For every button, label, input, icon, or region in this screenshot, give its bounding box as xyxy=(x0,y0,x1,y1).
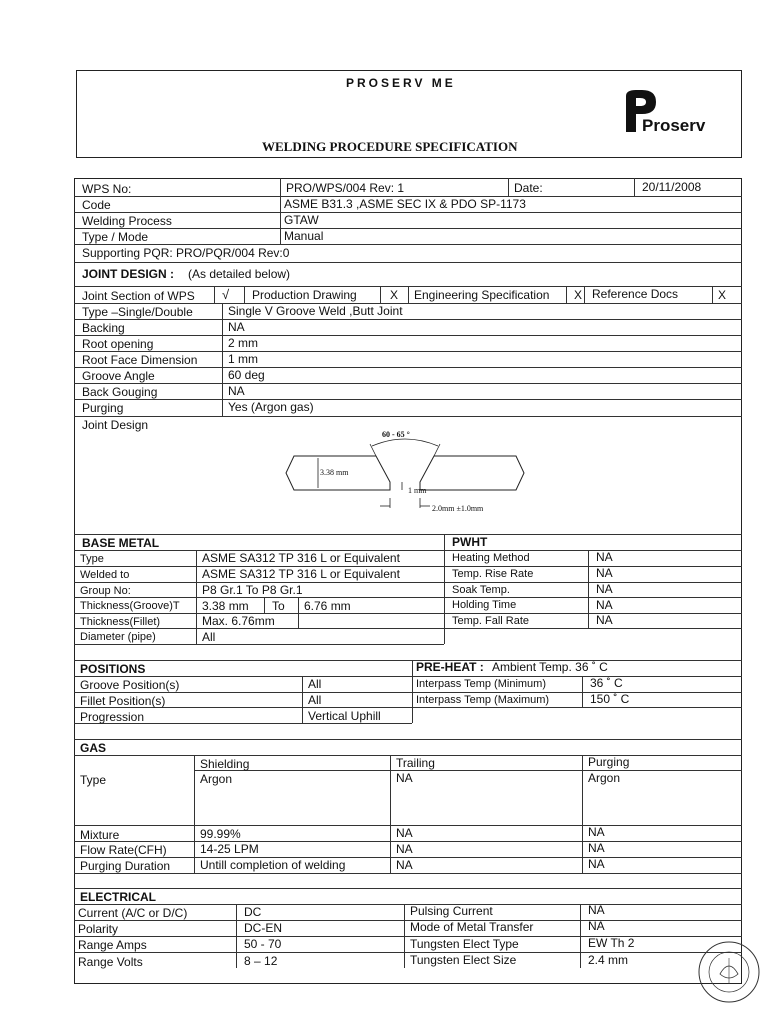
bm-thk-to-label: To xyxy=(272,599,285,613)
bm-dia-label: Diameter (pipe) xyxy=(80,631,156,643)
joint-design-note: (As detailed below) xyxy=(188,267,291,281)
process-value: GTAW xyxy=(284,213,319,227)
interpass-value: 36 ˚ C xyxy=(590,676,623,690)
elec-right-value: 2.4 mm xyxy=(588,953,629,967)
sketch-angle-label: 60 - 65 ° xyxy=(382,430,410,439)
gas-col-purging: Purging xyxy=(588,755,630,769)
bm-group-label: Group No: xyxy=(80,585,131,597)
joint-row-label: Groove Angle xyxy=(82,369,155,383)
dnv-seal-stamp xyxy=(694,934,764,1010)
joint-row-label: Root opening xyxy=(82,337,154,351)
elec-left-label: Range Volts xyxy=(78,955,143,969)
gas-duration-shielding: Untill completion of welding xyxy=(200,858,346,872)
gas-duration-purging: NA xyxy=(588,857,605,871)
date-value: 20/11/2008 xyxy=(642,180,702,194)
elec-left-label: Current (A/C or D/C) xyxy=(78,906,188,920)
production-drawing-check: √ xyxy=(222,287,230,302)
gas-flow-trailing: NA xyxy=(396,842,413,856)
supporting-pqr: Supporting PQR: PRO/PQR/004 Rev:0 xyxy=(82,246,290,260)
bm-type-label: Type xyxy=(80,553,104,565)
wps-no-value: PRO/WPS/004 Rev: 1 xyxy=(286,181,405,195)
sketch-thickness-label: 3.38 mm xyxy=(320,468,349,477)
gas-mixture-trailing: NA xyxy=(396,826,413,840)
bm-group-value: P8 Gr.1 To P8 Gr.1 xyxy=(202,583,303,597)
electrical-heading: ELECTRICAL xyxy=(80,890,156,904)
position-value: All xyxy=(308,693,322,707)
gas-duration-label: Purging Duration xyxy=(80,859,171,873)
production-drawing-label: Production Drawing xyxy=(252,288,357,302)
gas-type-trailing: NA xyxy=(396,771,413,785)
pwht-row-label: Holding Time xyxy=(452,599,517,611)
gas-flow-label: Flow Rate(CFH) xyxy=(80,843,167,857)
pwht-row-label: Soak Temp. xyxy=(452,584,510,596)
wps-no-label: WPS No: xyxy=(82,182,132,196)
gas-duration-trailing: NA xyxy=(396,858,413,872)
pwht-row-value: NA xyxy=(596,566,613,580)
interpass-label: Interpass Temp (Maximum) xyxy=(416,694,550,706)
joint-row-value: NA xyxy=(228,320,245,334)
gas-col-shielding: Shielding xyxy=(200,757,250,771)
elec-right-label: Tungsten Elect Size xyxy=(410,953,517,967)
bm-thk-groove-label: Thickness(Groove)T xyxy=(80,600,180,612)
elec-right-label: Pulsing Current xyxy=(410,904,493,918)
elec-right-value: NA xyxy=(588,903,605,917)
pwht-row-value: NA xyxy=(596,598,613,612)
process-label: Welding Process xyxy=(82,214,172,228)
pwht-row-value: NA xyxy=(596,550,613,564)
joint-row-label: Type –Single/Double xyxy=(82,305,193,319)
mode-label: Type / Mode xyxy=(82,230,149,244)
pwht-row-label: Temp. Fall Rate xyxy=(452,615,530,627)
engineering-spec-label: Engineering Specification xyxy=(414,288,550,302)
joint-row-value: Single V Groove Weld ,Butt Joint xyxy=(228,304,403,318)
joint-design-heading: JOINT DESIGN : xyxy=(82,267,175,281)
pwht-row-value: NA xyxy=(596,582,613,596)
elec-right-value: EW Th 2 xyxy=(588,936,635,950)
elec-right-label: Tungsten Elect Type xyxy=(410,937,519,951)
elec-left-label: Polarity xyxy=(78,922,119,936)
sketch-gap-label: 2.0mm ±1.0mm xyxy=(432,504,484,513)
proserv-logo xyxy=(622,88,722,136)
joint-row-value: NA xyxy=(228,384,245,398)
weld-joint-sketch xyxy=(280,428,530,518)
gas-type-label: Type xyxy=(80,773,107,787)
elec-right-label: Mode of Metal Transfer xyxy=(410,920,534,934)
reference-docs-x: X xyxy=(718,288,727,302)
bm-type-value: ASME SA312 TP 316 L or Equivalent xyxy=(202,551,400,565)
elec-left-value: DC-EN xyxy=(244,921,282,935)
code-value: ASME B31.3 ,ASME SEC IX & PDO SP-1173 xyxy=(284,197,526,211)
sketch-root-face-label: 1 mm xyxy=(408,486,427,495)
interpass-label: Interpass Temp (Minimum) xyxy=(416,678,546,690)
bm-welded-value: ASME SA312 TP 316 L or Equivalent xyxy=(202,567,400,581)
joint-row-label: Backing xyxy=(82,321,125,335)
code-label: Code xyxy=(82,198,111,212)
joint-row-value: 1 mm xyxy=(228,352,258,366)
production-drawing-x: X xyxy=(390,288,399,302)
bm-thk-fillet-label: Thickness(Fillet) xyxy=(80,616,161,628)
gas-type-shielding: Argon xyxy=(200,772,233,786)
elec-right-value: NA xyxy=(588,919,605,933)
position-value: Vertical Uphill xyxy=(308,709,381,723)
gas-mixture-shielding: 99.99% xyxy=(200,827,241,841)
joint-section-label: Joint Section of WPS xyxy=(82,289,195,303)
gas-col-trailing: Trailing xyxy=(396,756,435,770)
bm-dia-value: All xyxy=(202,630,216,644)
joint-row-label: Purging xyxy=(82,401,124,415)
preheat-heading: PRE-HEAT : xyxy=(416,660,484,674)
gas-heading: GAS xyxy=(80,741,107,755)
bm-thk-fillet-value: Max. 6.76mm xyxy=(202,614,275,628)
gas-type-purging: Argon xyxy=(588,771,621,785)
mode-value: Manual xyxy=(284,229,324,243)
elec-left-label: Range Amps xyxy=(78,938,147,952)
bm-welded-label: Welded to xyxy=(80,569,130,581)
positions-heading: POSITIONS xyxy=(80,662,146,676)
interpass-value: 150 ˚ C xyxy=(590,692,630,706)
company-name: PROSERV ME xyxy=(346,76,456,90)
pwht-row-value: NA xyxy=(596,613,613,627)
elec-left-value: 8 – 12 xyxy=(244,954,278,968)
base-metal-heading: BASE METAL xyxy=(82,536,160,550)
gas-mixture-label: Mixture xyxy=(80,828,120,842)
logo-text: Proserv xyxy=(642,116,706,135)
date-label: Date: xyxy=(514,181,543,195)
gas-flow-shielding: 14-25 LPM xyxy=(200,842,259,856)
bm-thk-from: 3.38 mm xyxy=(202,599,249,613)
gas-mixture-purging: NA xyxy=(588,825,605,839)
pwht-row-label: Temp. Rise Rate xyxy=(452,568,534,580)
engineering-spec-x: X xyxy=(574,288,583,302)
joint-row-value: Yes (Argon gas) xyxy=(228,400,314,414)
pwht-heading: PWHT xyxy=(452,535,488,549)
reference-docs-label: Reference Docs xyxy=(592,287,679,301)
joint-row-value: 2 mm xyxy=(228,336,258,350)
document-title: WELDING PROCEDURE SPECIFICATION xyxy=(262,139,518,154)
preheat-ambient: Ambient Temp. 36 ˚ C xyxy=(492,660,608,674)
position-label: Groove Position(s) xyxy=(80,678,180,692)
elec-left-value: 50 - 70 xyxy=(244,937,282,951)
bm-thk-to: 6.76 mm xyxy=(304,599,351,613)
position-value: All xyxy=(308,677,322,691)
joint-row-value: 60 deg xyxy=(228,368,265,382)
joint-design-label: Joint Design xyxy=(82,418,149,432)
elec-left-value: DC xyxy=(244,905,262,919)
joint-row-label: Root Face Dimension xyxy=(82,353,198,367)
joint-row-label: Back Gouging xyxy=(82,385,158,399)
gas-flow-purging: NA xyxy=(588,841,605,855)
position-label: Fillet Position(s) xyxy=(80,694,166,708)
position-label: Progression xyxy=(80,710,145,724)
pwht-row-label: Heating Method xyxy=(452,552,530,564)
